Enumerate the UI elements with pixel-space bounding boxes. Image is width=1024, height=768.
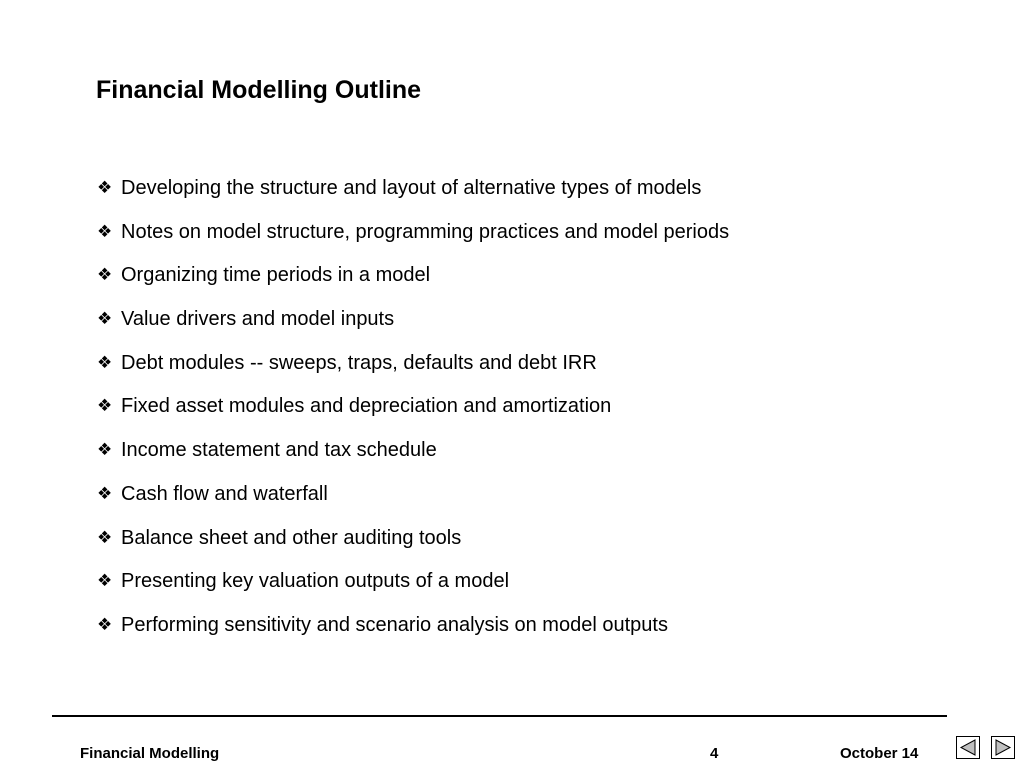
- bullet-text: Organizing time periods in a model: [121, 264, 431, 287]
- bullet-text: Performing sensitivity and scenario analysis on model outputs: [121, 613, 668, 636]
- diamond-bullet-icon: ❖: [97, 571, 113, 592]
- outline-bullet-list: [97, 176, 729, 657]
- diamond-bullet-icon: ❖: [97, 396, 113, 417]
- list-item: [97, 176, 729, 220]
- bullet-text: Fixed asset modules and depreciation and amortization: [121, 395, 612, 418]
- bullet-text: Value drivers and model inputs: [121, 308, 395, 331]
- footer-date: October 14: [840, 745, 919, 762]
- list-item: [97, 394, 729, 438]
- diamond-bullet-icon: ❖: [97, 527, 113, 548]
- footer-presentation-title: Financial Modelling: [80, 745, 220, 762]
- previous-slide-button[interactable]: [956, 736, 980, 759]
- list-item: [97, 438, 729, 482]
- bullet-text: Developing the structure and layout of alternative types of models: [121, 177, 702, 199]
- triangle-left-icon: [958, 738, 978, 757]
- diamond-bullet-icon: ❖: [97, 614, 113, 635]
- diamond-bullet-icon: ❖: [97, 178, 113, 198]
- list-item: [97, 351, 729, 395]
- diamond-bullet-icon: ❖: [97, 265, 113, 286]
- list-item: [97, 569, 729, 613]
- footer-page-number: 4: [710, 745, 719, 762]
- diamond-bullet-icon: ❖: [97, 221, 113, 242]
- list-item: [97, 482, 729, 526]
- bullet-text: Income statement and tax schedule: [121, 439, 437, 462]
- list-item: [97, 526, 729, 570]
- diamond-bullet-icon: ❖: [97, 483, 113, 504]
- slide-title: Financial Modelling Outline: [96, 76, 422, 104]
- triangle-right-icon: [993, 738, 1013, 757]
- bullet-text: Presenting key valuation outputs of a model: [121, 570, 510, 593]
- diamond-bullet-icon: ❖: [97, 440, 113, 461]
- list-item: [97, 263, 729, 307]
- list-item: [97, 220, 729, 264]
- diamond-bullet-icon: ❖: [97, 309, 113, 330]
- bullet-text: Balance sheet and other auditing tools: [121, 526, 462, 549]
- next-slide-button[interactable]: [991, 736, 1015, 759]
- bullet-text: Notes on model structure, programming practices and model periods: [121, 220, 730, 243]
- bullet-text: Cash flow and waterfall: [121, 482, 328, 505]
- footer-divider: [52, 715, 947, 717]
- diamond-bullet-icon: ❖: [97, 352, 113, 373]
- bullet-text: Debt modules -- sweeps, traps, defaults and debt IRR: [121, 351, 597, 374]
- list-item: [97, 307, 729, 351]
- list-item: [97, 613, 729, 657]
